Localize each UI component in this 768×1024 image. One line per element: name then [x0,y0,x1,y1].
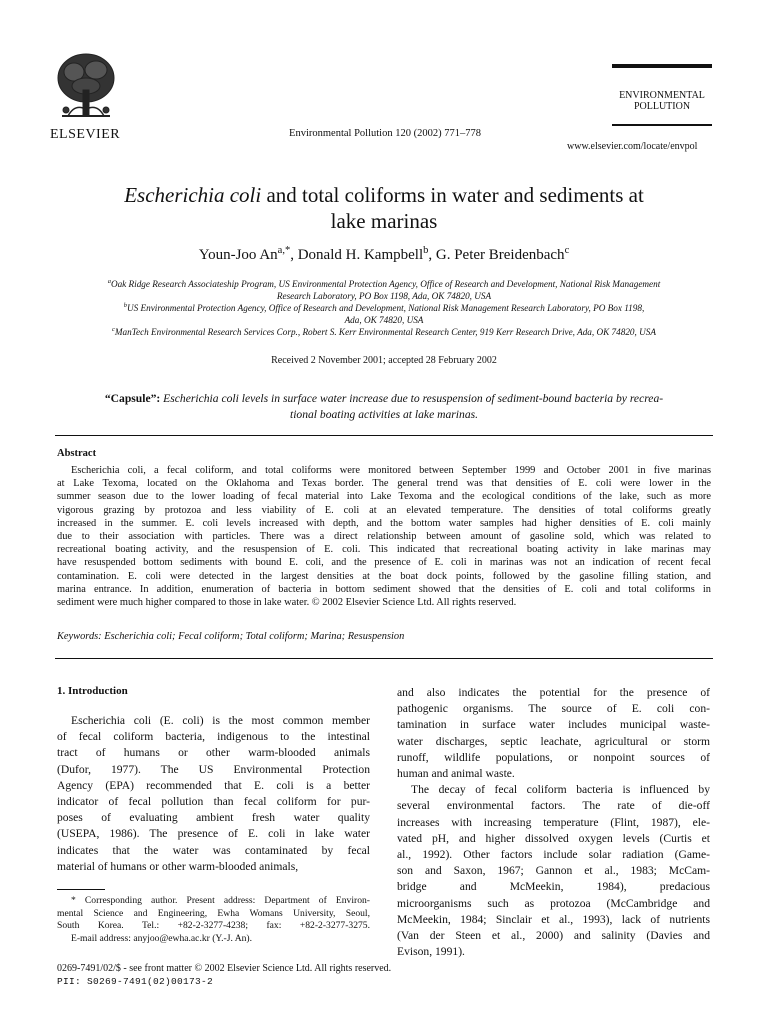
right-column-line: The decay of fecal coliform bacteria is influenced by [411,783,710,797]
footnote-line: mental Science and Engineering, Ewha Womans University, Seoul, [57,907,370,919]
author-name: G. Peter Breidenbach [435,247,565,263]
keywords-label: Keywords: [57,631,102,642]
right-column-line: increases with increasing temperature (Flint, 1987), ele- [397,815,710,829]
right-column-line: runoff, wildlife populations, or nonpoint sources of [397,750,710,764]
header-rule-bottom [612,124,712,126]
affiliation-mark: a [107,277,111,285]
affiliation-mark: c [112,325,115,333]
right-column-line: microorganisms such as protozoa (McCambridge and [397,896,710,910]
capsule-line1: Escherichia coli levels in surface water increase due to resuspension of sediment-bound bacteria by recrea- [160,392,664,405]
affiliation-b [40,302,728,326]
right-column-line: and also indicates the potential for the presence of [397,686,710,699]
footnote-line: E-mail address: anyjoo@ewha.ac.kr (Y.-J. An). [71,932,253,944]
left-column-text [57,713,370,875]
journal-name-line1: ENVIRONMENTAL [619,90,705,101]
abstract-line: due to their association with particles. There was a direct relationship between amount of gasoline sold, which was related to [57,531,711,543]
right-column-line: Evison, 1991). [397,945,465,959]
author-name: Youn-Joo An [198,247,278,263]
title-line1: and total coliforms in water and sediments at [261,183,644,207]
title-line2: lake marinas [330,209,438,233]
affiliation-a [40,278,728,302]
author-list: Youn-Joo $An^{a,*}$, Donald H. Kampbell$^b$, G. Peter Breidenbach$^c$ [198,245,570,263]
abstract-line: sediment were much higher compared to those in lake water. © 2002 Elsevier Science Ltd. All rights reserved. [57,597,517,609]
left-column-line: indicates that the water was contaminated by fecal [57,843,370,857]
abstract-text [57,464,711,609]
affiliation-text: ManTech Environmental Research Services Corp., Robert S. Kerr Environmental Research Center, 919 Kerr Research Drive, Ada, OK 74820, USA [114,327,656,337]
capsule-line2: tional boating activities at lake marinas. [289,408,479,421]
author-sup: b [423,245,429,256]
right-column-line: son and Saxon, 1967; Gannon et al., 1983; McCam- [397,864,710,878]
left-column-line: of fecal coliform bacteria, indigenous to the intestinal [57,730,370,744]
publisher-name: ELSEVIER [50,127,121,142]
left-column-line: (Dufor, 1977). The US Environmental Protection [57,762,370,776]
left-column-line: tract of humans or other warm-blooded animals [57,746,370,760]
affiliation-c [40,326,728,338]
left-column-line: Escherichia coli (E. coli) is the most common member [71,714,370,727]
abstract-line: Escherichia coli, a fecal coliform, and total coliforms were monitored between September 1999 and October 2001 in five marinas [71,465,711,476]
footnote-line: South Korea. Tel.: +82-2-3277-4238; fax: +82-2-3277-3275. [57,920,370,932]
abstract-line: summer season due to the lower loading of fecal material into Lake Texoma and the ecological conditions of the lake, such as more [57,491,711,503]
right-column-line: al., 1992). Other factors include solar radiation (Game- [397,848,710,862]
elsevier-tree-logo [54,50,118,126]
abstract-heading: Abstract [57,448,97,459]
right-column-line: water discharges, septic leachate, agricultural or storm [397,734,710,748]
right-column-line: tamination in surface water includes municipal waste- [397,718,710,732]
affiliation-mark: b [123,301,127,309]
right-column-line: bridge and McMeekin, 1984), predacious [397,880,710,894]
title-italic: Escherichia coli [124,183,262,207]
capsule-label: “Capsule”: [104,392,161,405]
footnote [57,895,370,945]
header-rule-top [612,64,712,68]
abstract-bottom-rule [55,658,713,659]
capsule [60,391,708,423]
author-sup: c [564,245,570,256]
right-column-line: McMeekin, 1984; Sinclair et al., 1993), lack of nutrients [397,912,710,926]
abstract-line: recreational boating activity, and the resuspension of E. coli. This indicated that recreational boating activity in lake marinas may [57,544,711,556]
affiliation-text: Oak Ridge Research Associateship Program, US Environmental Protection Agency, Office of Research and Development, National Risk Management [110,279,661,289]
abstract-top-rule [55,435,713,436]
left-column-line: (USEPA, 1986). The presence of E. coli in lake water [57,827,370,841]
journal-citation: Environmental Pollution 120 (2002) 771–778 [289,128,481,139]
abstract-line: contamination. E. coli were detected in the largest densities at the boat dock points, followed by the gasoline filling station, and [57,570,711,582]
journal-name-line2: POLLUTION [633,101,691,112]
footer-pii: PII: S0269-7491(02)00173-2 [57,976,214,987]
left-column-line: material of humans or other warm-blooded animals, [57,859,299,873]
right-column-text [397,685,710,960]
affiliation-text: Ada, OK 74820, USA [344,315,424,326]
footnote-line: * Corresponding author. Present address: Department of Environ- [71,895,370,906]
affiliation-text: Research Laboratory, PO Box 1198, Ada, OK 74820, USA [276,291,492,302]
journal-url[interactable]: www.elsevier.com/locate/envpol [567,141,698,152]
left-column-line: poses of evaluating ambient fresh water quality [57,811,370,825]
right-column-line: pathogenic organisms. The source of E. coli con- [397,702,710,716]
author-name: Donald H. Kampbell [297,247,424,263]
author-sup: a,* [277,245,291,256]
received-dates: Received 2 November 2001; accepted 28 February 2002 [271,355,497,366]
right-column-line: several environmental factors. The rate of die-off [397,799,710,813]
article-title [40,182,728,234]
affiliation-text: US Environmental Protection Agency, Office of Research and Development, National Risk Management Research Laboratory, PO Box 1198, [126,303,645,313]
footer-copyright: 0269-7491/02/$ - see front matter © 2002 Elsevier Science Ltd. All rights reserved. [57,963,392,974]
left-column-line: Agency (EPA) recommended that E. coli is a better [57,778,370,792]
abstract-line: have resuspended bottom sediments with bound E. coli, and the presence of E. coli in marinas was not an indication of recent fecal [57,557,711,569]
section-heading: 1. Introduction [57,685,128,697]
abstract-line: increased in the summer. E. coli levels increased with depth, and the bottom water samples had higher densities of E. coli mainly [57,517,711,529]
footnote-rule [57,889,105,890]
abstract-line: marina entrance. In addition, enumeration of bacteria in bottom sediment showed that the densities of E. coli and total coliforms in [57,583,711,595]
right-column-line: (Van der Steen et al., 2000) and salinity (Davies and [397,929,710,943]
right-column-line: human and animal waste. [397,767,515,781]
abstract-line: vigorous grazing by protozoa and less viability of E. coli at an elevated temperature. The densities of total coliforms greatly [57,504,711,516]
abstract-line: at Lake Texoma, located on the Oklahoma and Texas border. The general trend was that densities of E. coli were lower in the [57,478,711,490]
left-column-line: indicator of fecal pollution than fecal coliform for pur- [57,795,370,809]
keywords-text: Escherichia coli; Fecal coliform; Total coliform; Marina; Resuspension [101,631,405,642]
keywords [57,631,711,642]
right-column-line: vated pH, and higher dissolved oxygen levels (Curtis et [397,831,710,845]
